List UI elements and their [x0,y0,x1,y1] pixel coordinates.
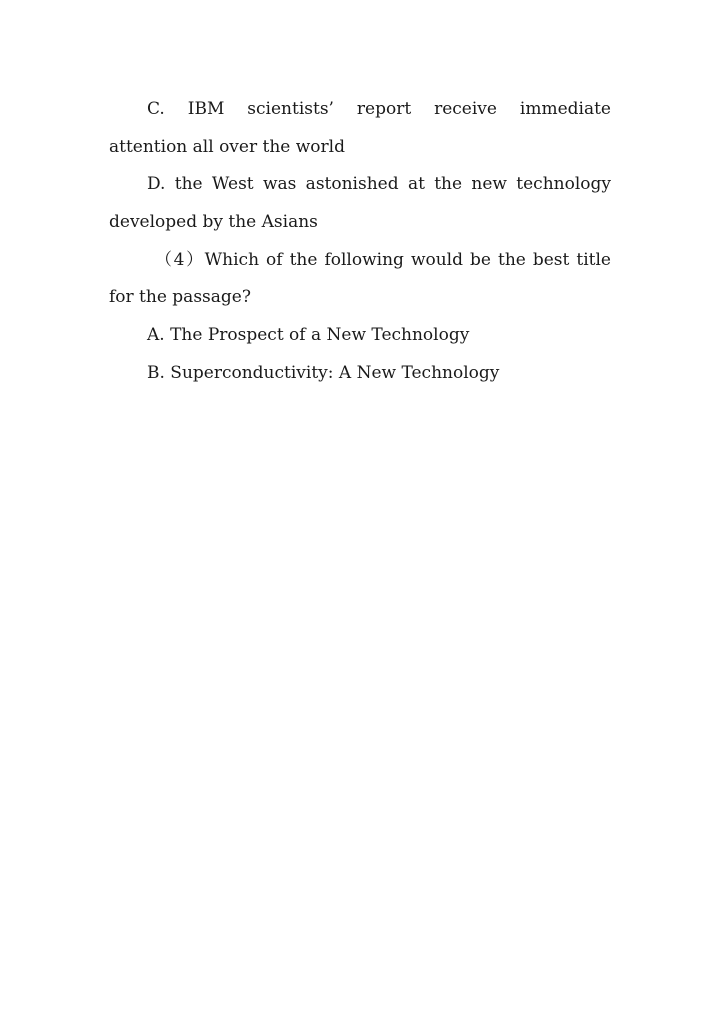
option-c-line-1: C. IBM scientists’ report receive immediate [147,99,611,119]
question-4-line-2: for the passage? [109,287,251,308]
option-d-line-1: D. the West was astonished at the new technology [147,174,611,195]
option-b: B. Superconductivity: A New Technology [147,362,500,383]
document-body [109,91,611,393]
question-4-line-1: （4）Which of the following would be the best title [155,249,611,270]
option-a: A. The Prospect of a New Technology [147,325,470,346]
option-c-line-2: attention all over the world [109,136,345,157]
option-d-line-2: developed by the Asians [109,212,318,233]
